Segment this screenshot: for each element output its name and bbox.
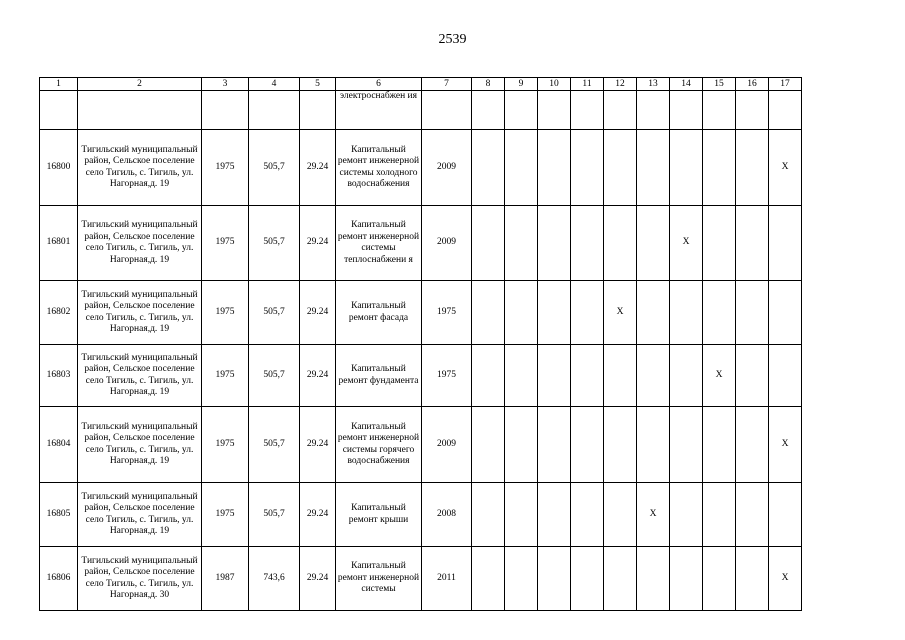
- mark-cell-col-12: [604, 483, 637, 547]
- mark-cell-col-13: [637, 547, 670, 611]
- mark-cell-col-14: [670, 407, 703, 483]
- column-header-6: 6: [336, 78, 422, 91]
- plan-year-cell: 2009: [422, 206, 472, 281]
- build-year-cell: 1975: [202, 281, 249, 345]
- mark-cell-col-15: [703, 91, 736, 130]
- code-cell: 29.24: [300, 547, 336, 611]
- mark-cell-col-11: [571, 483, 604, 547]
- table-row: [40, 547, 802, 611]
- mark-cell-col-11: [571, 130, 604, 206]
- build-year-cell: 1975: [202, 130, 249, 206]
- mark-cell-col-16: [736, 407, 769, 483]
- mark-cell-col-13: [637, 281, 670, 345]
- work-type-cell: Капитальный ремонт инженерной системы горячего водоснабжения: [336, 407, 422, 483]
- area-cell: 505,7: [249, 281, 300, 345]
- mark-cell-col-14: [670, 130, 703, 206]
- mark-cell-col-11: [571, 547, 604, 611]
- plan-year-cell: 1975: [422, 345, 472, 407]
- mark-cell-col-16: [736, 547, 769, 611]
- mark-cell-col-13: [637, 407, 670, 483]
- code-cell: 29.24: [300, 407, 336, 483]
- build-year-cell: [202, 91, 249, 130]
- mark-cell-col-8: [472, 281, 505, 345]
- mark-cell-col-9: [505, 130, 538, 206]
- mark-cell-col-16: [736, 483, 769, 547]
- mark-cell-col-10: [538, 281, 571, 345]
- row-id: 16803: [40, 345, 78, 407]
- mark-cell-col-10: [538, 407, 571, 483]
- table-row: [40, 130, 802, 206]
- mark-cell-col-8: [472, 483, 505, 547]
- mark-cell-col-17: [769, 483, 802, 547]
- mark-cell-col-11: [571, 206, 604, 281]
- area-cell: 505,7: [249, 130, 300, 206]
- mark-cell-col-9: [505, 483, 538, 547]
- mark-cell-col-9: [505, 547, 538, 611]
- work-type-cell: электроснабжен ия: [336, 91, 422, 130]
- column-header-16: 16: [736, 78, 769, 91]
- mark-cell-col-17: X: [769, 407, 802, 483]
- column-header-13: 13: [637, 78, 670, 91]
- area-cell: 505,7: [249, 345, 300, 407]
- mark-cell-col-15: [703, 130, 736, 206]
- column-header-15: 15: [703, 78, 736, 91]
- work-type-cell: Капитальный ремонт инженерной системы теплоснабжени я: [336, 206, 422, 281]
- mark-cell-col-12: [604, 206, 637, 281]
- build-year-cell: 1975: [202, 206, 249, 281]
- area-cell: 743,6: [249, 547, 300, 611]
- area-cell: 505,7: [249, 483, 300, 547]
- mark-cell-col-15: [703, 483, 736, 547]
- plan-year-cell: 2011: [422, 547, 472, 611]
- mark-cell-col-11: [571, 407, 604, 483]
- register-table: [39, 77, 802, 611]
- table-row: [40, 206, 802, 281]
- mark-cell-col-11: [571, 281, 604, 345]
- work-type-cell: Капитальный ремонт крыши: [336, 483, 422, 547]
- code-cell: 29.24: [300, 345, 336, 407]
- work-type-cell: Капитальный ремонт инженерной системы: [336, 547, 422, 611]
- area-cell: 505,7: [249, 206, 300, 281]
- mark-cell-col-17: [769, 91, 802, 130]
- address-cell: Тигильский муниципальный район, Сельское поселение село Тигиль, с. Тигиль, ул. Нагорная,д. 30: [78, 547, 202, 611]
- mark-cell-col-12: [604, 407, 637, 483]
- mark-cell-col-15: [703, 407, 736, 483]
- work-type-cell: Капитальный ремонт инженерной системы холодного водоснабжения: [336, 130, 422, 206]
- address-cell: Тигильский муниципальный район, Сельское поселение село Тигиль, с. Тигиль, ул. Нагорная,д. 19: [78, 345, 202, 407]
- column-header-5: 5: [300, 78, 336, 91]
- row-id: 16804: [40, 407, 78, 483]
- column-header-12: 12: [604, 78, 637, 91]
- build-year-cell: 1975: [202, 483, 249, 547]
- header-row: [40, 78, 802, 91]
- mark-cell-col-11: [571, 91, 604, 130]
- mark-cell-col-11: [571, 345, 604, 407]
- mark-cell-col-10: [538, 130, 571, 206]
- column-header-7: 7: [422, 78, 472, 91]
- mark-cell-col-12: X: [604, 281, 637, 345]
- mark-cell-col-16: [736, 345, 769, 407]
- mark-cell-col-9: [505, 206, 538, 281]
- column-header-4: 4: [249, 78, 300, 91]
- mark-cell-col-8: [472, 91, 505, 130]
- column-header-10: 10: [538, 78, 571, 91]
- row-id: [40, 91, 78, 130]
- code-cell: 29.24: [300, 206, 336, 281]
- column-header-14: 14: [670, 78, 703, 91]
- column-header-3: 3: [202, 78, 249, 91]
- mark-cell-col-8: [472, 130, 505, 206]
- address-cell: Тигильский муниципальный район, Сельское поселение село Тигиль, с. Тигиль, ул. Нагорная,д. 19: [78, 407, 202, 483]
- column-header-11: 11: [571, 78, 604, 91]
- table-row: [40, 483, 802, 547]
- mark-cell-col-13: [637, 206, 670, 281]
- mark-cell-col-16: [736, 281, 769, 345]
- row-id: 16800: [40, 130, 78, 206]
- build-year-cell: 1975: [202, 407, 249, 483]
- build-year-cell: 1987: [202, 547, 249, 611]
- mark-cell-col-13: X: [637, 483, 670, 547]
- mark-cell-col-10: [538, 547, 571, 611]
- plan-year-cell: 2009: [422, 407, 472, 483]
- mark-cell-col-10: [538, 345, 571, 407]
- mark-cell-col-17: [769, 281, 802, 345]
- mark-cell-col-10: [538, 483, 571, 547]
- mark-cell-col-9: [505, 407, 538, 483]
- mark-cell-col-15: X: [703, 345, 736, 407]
- column-header-1: 1: [40, 78, 78, 91]
- area-cell: 505,7: [249, 407, 300, 483]
- table-row: [40, 281, 802, 345]
- code-cell: 29.24: [300, 483, 336, 547]
- row-id: 16806: [40, 547, 78, 611]
- mark-cell-col-16: [736, 91, 769, 130]
- mark-cell-col-12: [604, 547, 637, 611]
- mark-cell-col-13: [637, 130, 670, 206]
- mark-cell-col-17: [769, 345, 802, 407]
- work-type-cell: Капитальный ремонт фасада: [336, 281, 422, 345]
- mark-cell-col-8: [472, 206, 505, 281]
- mark-cell-col-8: [472, 407, 505, 483]
- mark-cell-col-17: X: [769, 130, 802, 206]
- column-header-2: 2: [78, 78, 202, 91]
- mark-cell-col-14: [670, 483, 703, 547]
- work-type-cell: Капитальный ремонт фундамента: [336, 345, 422, 407]
- mark-cell-col-14: [670, 281, 703, 345]
- build-year-cell: 1975: [202, 345, 249, 407]
- mark-cell-col-15: [703, 206, 736, 281]
- mark-cell-col-13: [637, 91, 670, 130]
- mark-cell-col-16: [736, 206, 769, 281]
- address-cell: Тигильский муниципальный район, Сельское поселение село Тигиль, с. Тигиль, ул. Нагорная,д. 19: [78, 483, 202, 547]
- mark-cell-col-12: [604, 91, 637, 130]
- mark-cell-col-14: X: [670, 206, 703, 281]
- page-number: 2539: [438, 32, 467, 47]
- mark-cell-col-14: [670, 345, 703, 407]
- address-cell: Тигильский муниципальный район, Сельское поселение село Тигиль, с. Тигиль, ул. Нагорная,д. 19: [78, 206, 202, 281]
- mark-cell-col-10: [538, 206, 571, 281]
- mark-cell-col-9: [505, 91, 538, 130]
- mark-cell-col-16: [736, 130, 769, 206]
- address-cell: [78, 91, 202, 130]
- area-cell: [249, 91, 300, 130]
- mark-cell-col-15: [703, 281, 736, 345]
- mark-cell-col-8: [472, 547, 505, 611]
- mark-cell-col-14: [670, 91, 703, 130]
- mark-cell-col-17: [769, 206, 802, 281]
- plan-year-cell: [422, 91, 472, 130]
- mark-cell-col-17: X: [769, 547, 802, 611]
- row-id: 16801: [40, 206, 78, 281]
- table-row: [40, 345, 802, 407]
- mark-cell-col-9: [505, 281, 538, 345]
- code-cell: 29.24: [300, 130, 336, 206]
- row-id: 16802: [40, 281, 78, 345]
- code-cell: [300, 91, 336, 130]
- mark-cell-col-9: [505, 345, 538, 407]
- mark-cell-col-8: [472, 345, 505, 407]
- mark-cell-col-10: [538, 91, 571, 130]
- plan-year-cell: 2009: [422, 130, 472, 206]
- plan-year-cell: 1975: [422, 281, 472, 345]
- code-cell: 29.24: [300, 281, 336, 345]
- mark-cell-col-12: [604, 130, 637, 206]
- column-header-17: 17: [769, 78, 802, 91]
- column-header-8: 8: [472, 78, 505, 91]
- address-cell: Тигильский муниципальный район, Сельское поселение село Тигиль, с. Тигиль, ул. Нагорная,д. 19: [78, 130, 202, 206]
- row-id: 16805: [40, 483, 78, 547]
- table-row: [40, 407, 802, 483]
- column-header-9: 9: [505, 78, 538, 91]
- mark-cell-col-13: [637, 345, 670, 407]
- address-cell: Тигильский муниципальный район, Сельское поселение село Тигиль, с. Тигиль, ул. Нагорная,д. 19: [78, 281, 202, 345]
- table-row: [40, 91, 802, 130]
- mark-cell-col-14: [670, 547, 703, 611]
- mark-cell-col-12: [604, 345, 637, 407]
- plan-year-cell: 2008: [422, 483, 472, 547]
- mark-cell-col-15: [703, 547, 736, 611]
